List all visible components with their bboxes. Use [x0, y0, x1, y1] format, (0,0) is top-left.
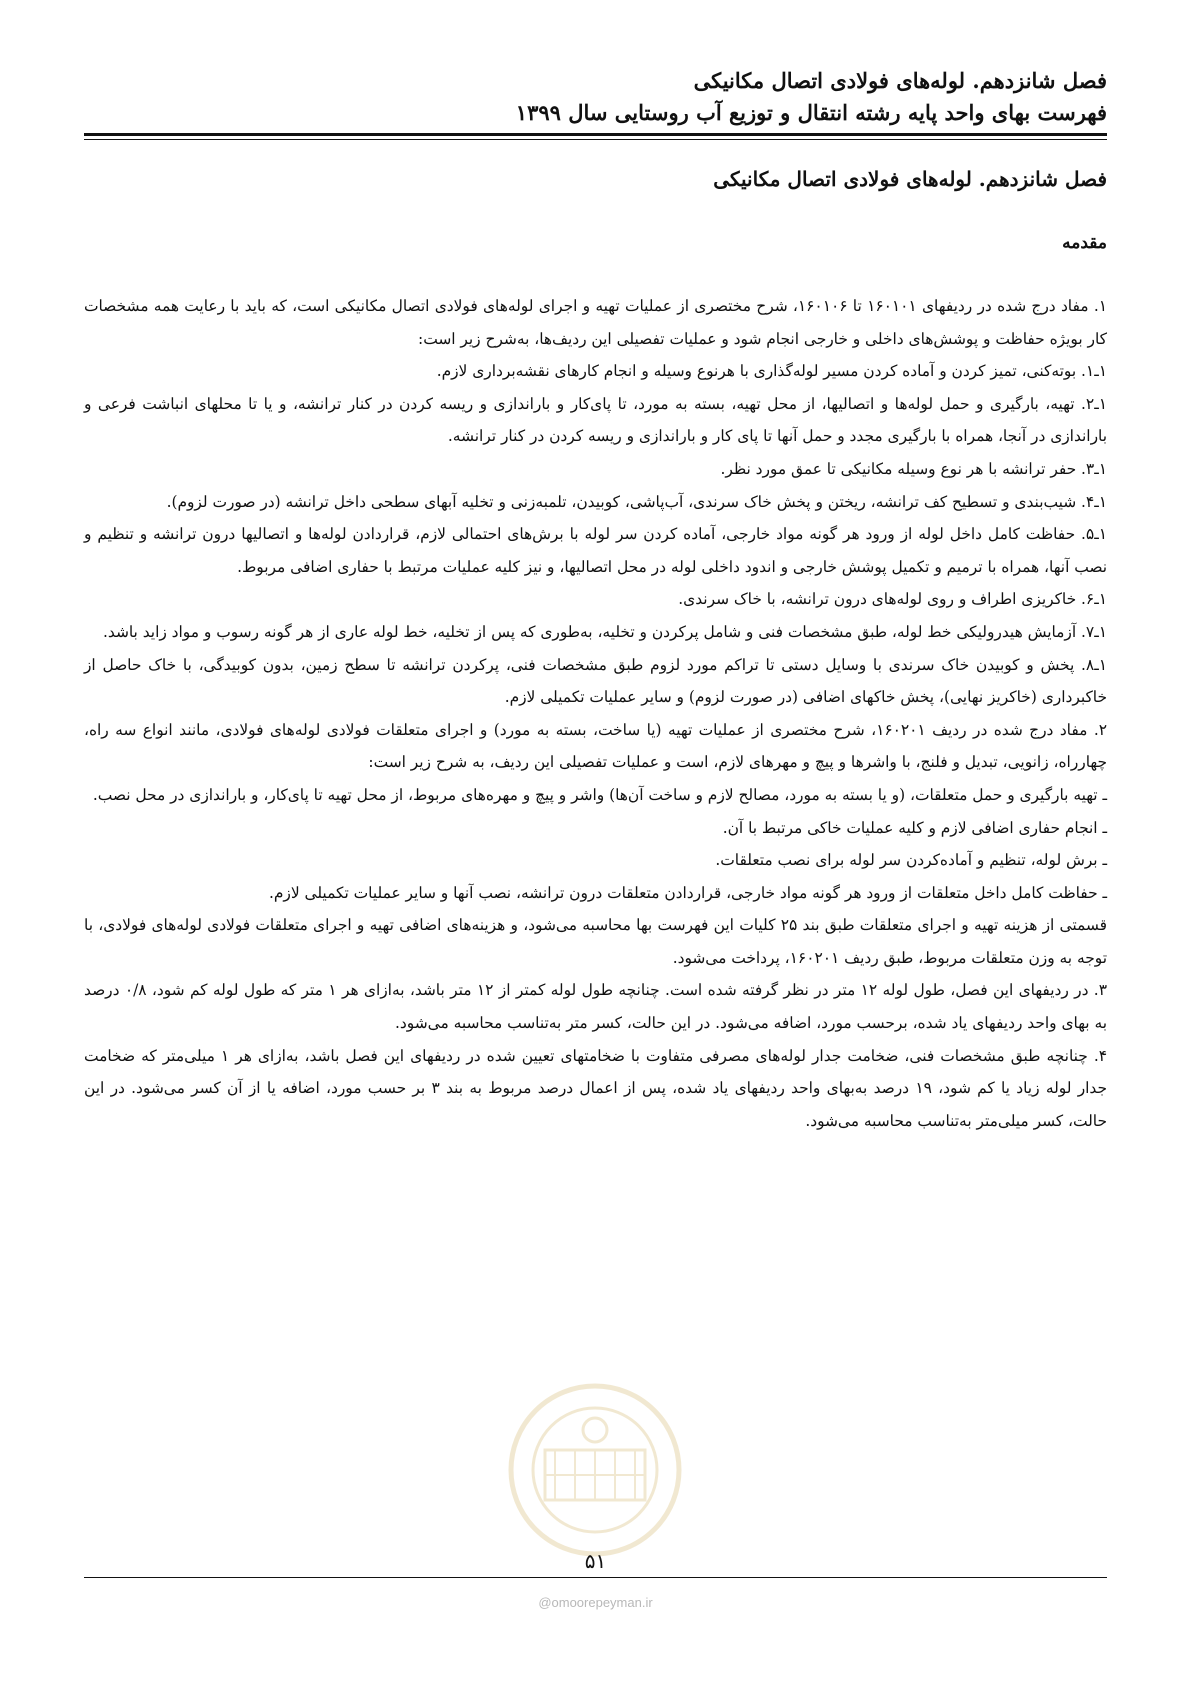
paragraph: ۱. مفاد درج شده در ردیفهای ۱۶۰۱۰۱ تا ۱۶۰۱۰۶، شرح مختصری از عملیات تهیه و اجرای لوله‌های فولادی اتصال مکانیکی است، که باید با رعایت همه مشخصات کار بویژه حفاظت و پوشش‌های داخلی و خارجی انجام شود و عملیات تفصیلی این ردیف‌ها، به‌شرح زیر است:	[84, 297, 1107, 348]
paragraph: ۲. مفاد درج شده در ردیف ۱۶۰۲۰۱، شرح مختصری از عملیات تهیه (یا ساخت، بسته به مورد) و اجرای متعلقات فولادی لوله‌های فولادی، مانند انواع سه راه، چهارراه، زانویی، تبدیل و فلنج، با واشرها و پیچ و مهرهای لازم، است و عملیات تفصیلی این ردیف، به شرح زیر است:	[84, 720, 1107, 772]
body-text	[84, 290, 1107, 1137]
paragraph: ۴. چنانچه طبق مشخصات فنی، ضخامت جدار لوله‌های مصرفی متفاوت با ضخامتهای تعیین شده در ردیفهای این فصل باشد، به‌ازای هر ۱ میلی‌متر که ضخامت جدار لوله زیاد یا کم شود، ۱۹ درصد به‌بهای واحد ردیفهای یاد شده، پس از اعمال درصد مربوط به بند ۳ بر حسب مورد، اضافه یا از آن کسر می‌شود. در این حالت، کسر میلی‌متر به‌تناسب محاسبه می‌شود.	[84, 1046, 1107, 1130]
page-number: ۵۱	[584, 1549, 607, 1573]
paragraph: ۱ـ۶. خاکریزی اطراف و روی لوله‌های درون ترانشه، با خاک سرندی.	[678, 590, 1107, 609]
header-rule-thick	[84, 133, 1107, 136]
paragraph: ۳. در ردیفهای این فصل، طول لوله ۱۲ متر در نظر گرفته شده است. چنانچه طول لوله کمتر از ۱۲ متر باشد، به‌ازای هر ۱ متر که طول لوله کم شود، ۰/۸ درصد به بهای واحد ردیفهای یاد شده، برحسب مورد، اضافه می‌شود. در این حالت، کسر متر به‌تناسب محاسبه می‌شود.	[84, 981, 1107, 1033]
paragraph: ۱ـ۴. شیب‌بندی و تسطیح کف ترانشه، ریختن و پخش خاک سرندی، آب‌پاشی، کوبیدن، تلمبه‌زنی و تخلیه آبهای سطحی داخل ترانشه (در صورت لزوم).	[166, 492, 1107, 511]
paragraph: ـ انجام حفاری اضافی لازم و کلیه عملیات خاکی مرتبط با آن.	[722, 818, 1107, 837]
section-heading-introduction: مقدمه	[1062, 233, 1107, 253]
paragraph: ۱ـ۵. حفاظت کامل داخل لوله از ورود هر گونه مواد خارجی، آماده کردن سر لوله با برش‌های احتمالی لازم، قراردادن لوله‌ها و اتصالیها درون ترانشه و تنظیم و نصب آنها، همراه با ترمیم و تکمیل پوشش خارجی و اندود داخلی لوله در محل اتصالیها، و نیز کلیه عملیات مرتبط با حفاری اضافی مربوط.	[84, 525, 1107, 576]
paragraph: ۱ـ۷. آزمایش هیدرولیکی خط لوله، طبق مشخصات فنی و شامل پرکردن و تخلیه، به‌طوری که پس از تخلیه، خط لوله عاری از هر گونه رسوب و مواد زاید باشد.	[102, 622, 1107, 641]
paragraph: ۱ـ۲. تهیه، بارگیری و حمل لوله‌ها و اتصالیها، از محل تهیه، بسته به مورد، تا پای‌کار و باراندازی و ریسه کردن در کنار ترانشه، و یا تا محلهای انباشت فرعی و باراندازی در آنجا، همراه با بارگیری مجدد و حمل آنها تا پای کار و باراندازی و ریسه کردن در کنار ترانشه.	[84, 394, 1107, 446]
paragraph: ۱ـ۱. بوته‌کنی، تمیز کردن و آماده کردن مسیر لوله‌گذاری با هرنوع وسیله و انجام کارهای نقشه‌برداری لازم.	[436, 362, 1107, 381]
footer-rule	[84, 1577, 1107, 1578]
running-header-chapter: فصل شانزدهم. لوله‌های فولادی اتصال مکانیکی	[693, 68, 1107, 93]
header-rule-thin	[84, 139, 1107, 140]
running-header-book-title: فهرست بهای واحد پایه رشته انتقال و توزیع آب روستایی سال ۱۳۹۹	[515, 100, 1107, 125]
chapter-title: فصل شانزدهم. لوله‌های فولادی اتصال مکانیکی	[713, 167, 1107, 191]
paragraph: ۱ـ۸. پخش و کوبیدن خاک سرندی با وسایل دستی تا تراکم مورد لزوم طبق مشخصات فنی، پرکردن ترانشه تا سطح زمین، بدون کوبیدگی، با خاک حاصل از خاکبرداری (خاکریز نهایی)، پخش خاکهای اضافی (در صورت لزوم) و سایر عملیات تکمیلی لازم.	[84, 655, 1107, 707]
paragraph: ـ حفاظت کامل داخل متعلقات از ورود هر گونه مواد خارجی، قراردادن متعلقات درون ترانشه، نصب آنها و سایر عملیات تکمیلی لازم.	[268, 883, 1107, 902]
paragraph: قسمتی از هزینه تهیه و اجرای متعلقات طبق بند ۲۵ کلیات این فهرست بها محاسبه می‌شود، و هزینه‌های اضافی تهیه و اجرای متعلقات فولادی لوله‌های فولادی، با توجه به وزن متعلقات مربوط، طبق ردیف ۱۶۰۲۰۱، پرداخت می‌شود.	[84, 916, 1107, 967]
paragraph: ـ برش لوله، تنظیم و آماده‌کردن سر لوله برای نصب متعلقات.	[715, 851, 1107, 870]
watermark-seal-icon	[505, 1380, 685, 1560]
paragraph: ـ تهیه بارگیری و حمل متعلقات، (و یا بسته به مورد، مصالح لازم و ساخت آن‌ها) واشر و پیچ و مهره‌های مربوط، از محل تهیه تا پای‌کار، و باراندازی در محل نصب.	[92, 785, 1107, 804]
paragraph: ۱ـ۳. حفر ترانشه با هر نوع وسیله مکانیکی تا عمق مورد نظر.	[720, 459, 1107, 478]
watermark-site-text: @omoorepeyman.ir	[538, 1595, 653, 1610]
